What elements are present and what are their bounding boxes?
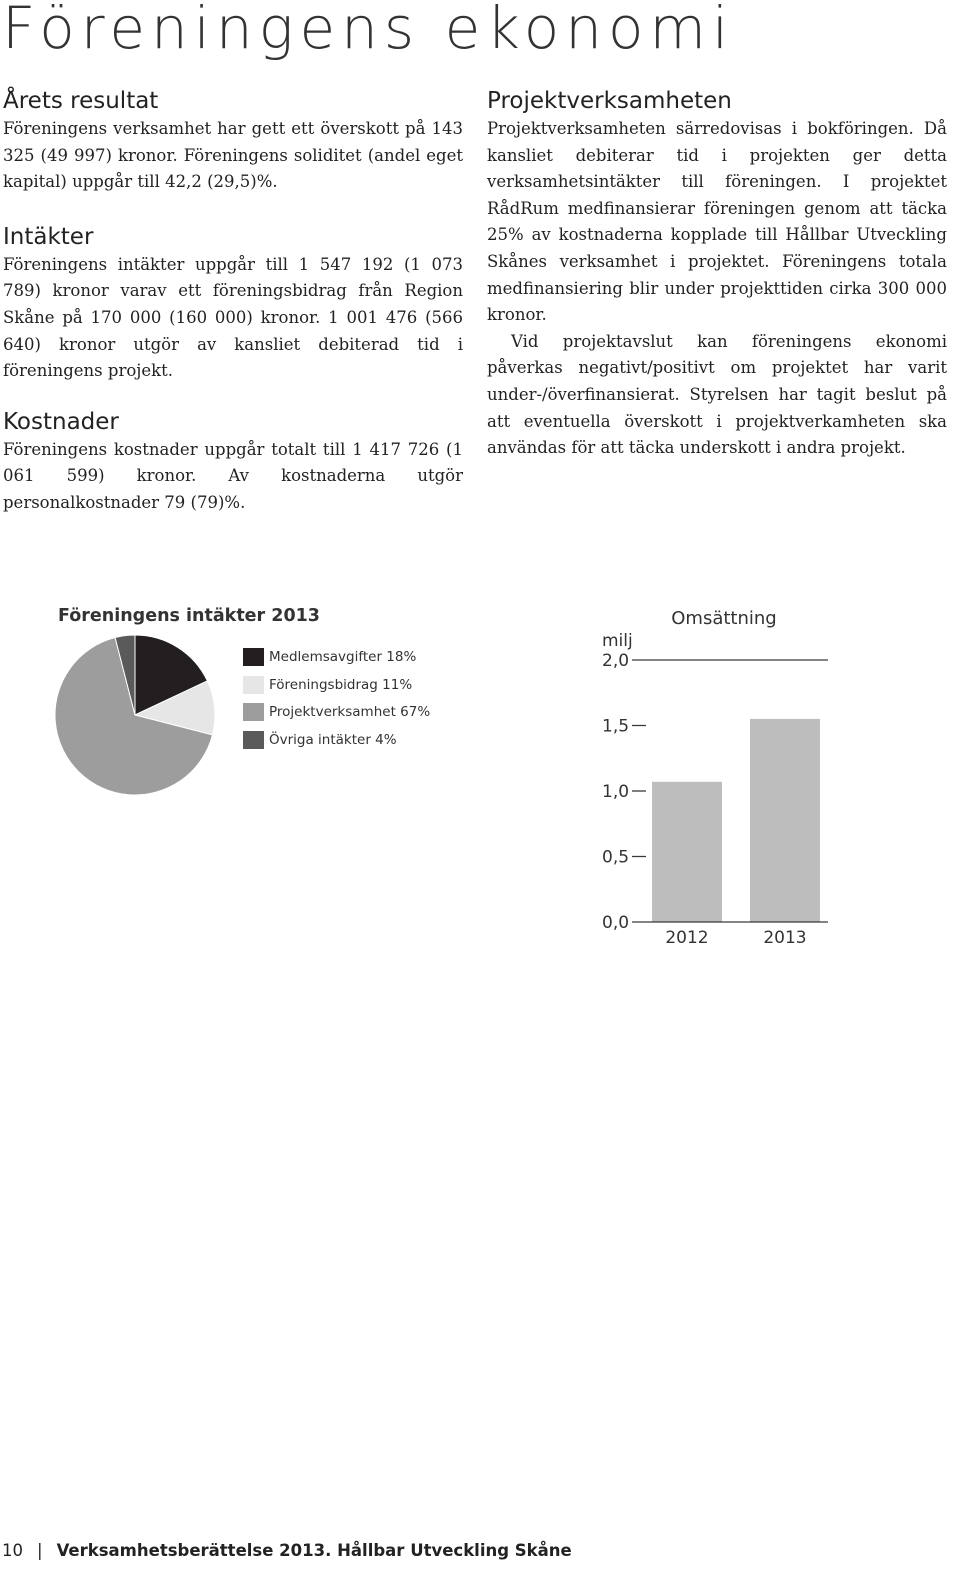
y-tick-label: 0,0: [602, 913, 630, 933]
section-paragraph: Föreningens verksamhet har gett ett överskott på 143 325 (49 997) kronor. Föreningens soliditet (andel eget kapital) uppgår till 42,2 (29,5)%.: [3, 119, 463, 192]
legend-item-1: [243, 671, 430, 699]
bar-category-label: 2012: [665, 928, 709, 948]
bar-2013: [750, 719, 820, 922]
bar-chart-ylabel: milj: [602, 631, 633, 651]
section-heading: Projektverksamheten: [487, 88, 732, 114]
y-tick-label: 1,0: [602, 782, 630, 802]
page-title: Föreningens ekonomi: [2, 0, 735, 62]
section-paragraph: Föreningens kostnader uppgår totalt till 1 417 726 (1 061 599) kronor. Av kostnaderna utgör personalkostnader 79 (79)%.: [3, 439, 463, 512]
legend-swatch: [243, 648, 264, 666]
pie-chart-title: Föreningens intäkter 2013: [58, 606, 320, 626]
legend-label: Föreningsbidrag 11%: [269, 676, 413, 693]
y-tick-label: 2,0: [602, 651, 630, 671]
page-number: 10: [2, 1541, 23, 1560]
section-intakter: [3, 222, 463, 385]
footer-document-title: Verksamhetsberättelse 2013. Hållbar Utveckling Skåne: [56, 1541, 572, 1560]
legend-swatch: [243, 703, 264, 721]
section-heading: Intäkter: [3, 223, 94, 250]
legend-item-0: [243, 643, 430, 671]
legend-swatch: [243, 731, 264, 749]
y-tick-label: 1,5: [602, 716, 630, 737]
bar-category-label: 2013: [763, 928, 807, 948]
legend-swatch: [243, 676, 264, 694]
legend-label: Projektverksamhet 67%: [269, 704, 431, 721]
legend-label: Övriga intäkter 4%: [269, 732, 397, 749]
legend-item-2: [243, 699, 430, 727]
legend-label: Medlemsavgifter 18%: [269, 648, 417, 665]
bar-2012: [652, 782, 722, 922]
section-paragraph: Projektverksamheten särredovisas i bokföringen. Då kansliet debiterar tid i projekten ger detta verksamhetsintäkter till föreningen. I projektet RådRum medfinansierar föreningen genom att täcka 25% av kostnaderna kopplade till Hållbar Utveckling Skånes verksamhet i projektet. Föreningens totala medfinansiering blir under projekttiden cirka 300 000 kronor.: [487, 119, 947, 325]
section-paragraph: Vid projektavslut kan föreningens ekonomi påverkas negativt/positivt om projektet har varit under-/överfinansierat. Styrelsen har tagit beslut på att eventuella överskott i projektverkamheten ska användas för att täcka underskott i andra projekt.: [487, 331, 947, 458]
footer-separator: |: [37, 1541, 43, 1560]
y-tick-label: 0,5: [602, 847, 630, 868]
pie-legend: [243, 643, 430, 754]
pie-chart: [50, 605, 230, 805]
bar-chart: [590, 595, 840, 955]
section-arets-resultat: [3, 86, 463, 196]
right-column: [487, 86, 947, 462]
section-projektverksamheten: [487, 86, 947, 462]
section-heading: Årets resultat: [3, 88, 159, 114]
bar-chart-title: Omsättning: [671, 608, 777, 629]
section-kostnader: [3, 407, 463, 517]
section-heading: Kostnader: [3, 408, 119, 435]
left-column: [3, 86, 463, 517]
section-paragraph: Föreningens intäkter uppgår till 1 547 192 (1 073 789) kronor varav ett föreningsbidrag från Region Skåne på 170 000 (160 000) kronor. 1 001 476 (566 640) kronor utgör av kansliet debiterad tid i föreningens projekt.: [3, 254, 463, 381]
page-footer: [2, 1541, 572, 1560]
legend-item-3: [243, 726, 430, 754]
